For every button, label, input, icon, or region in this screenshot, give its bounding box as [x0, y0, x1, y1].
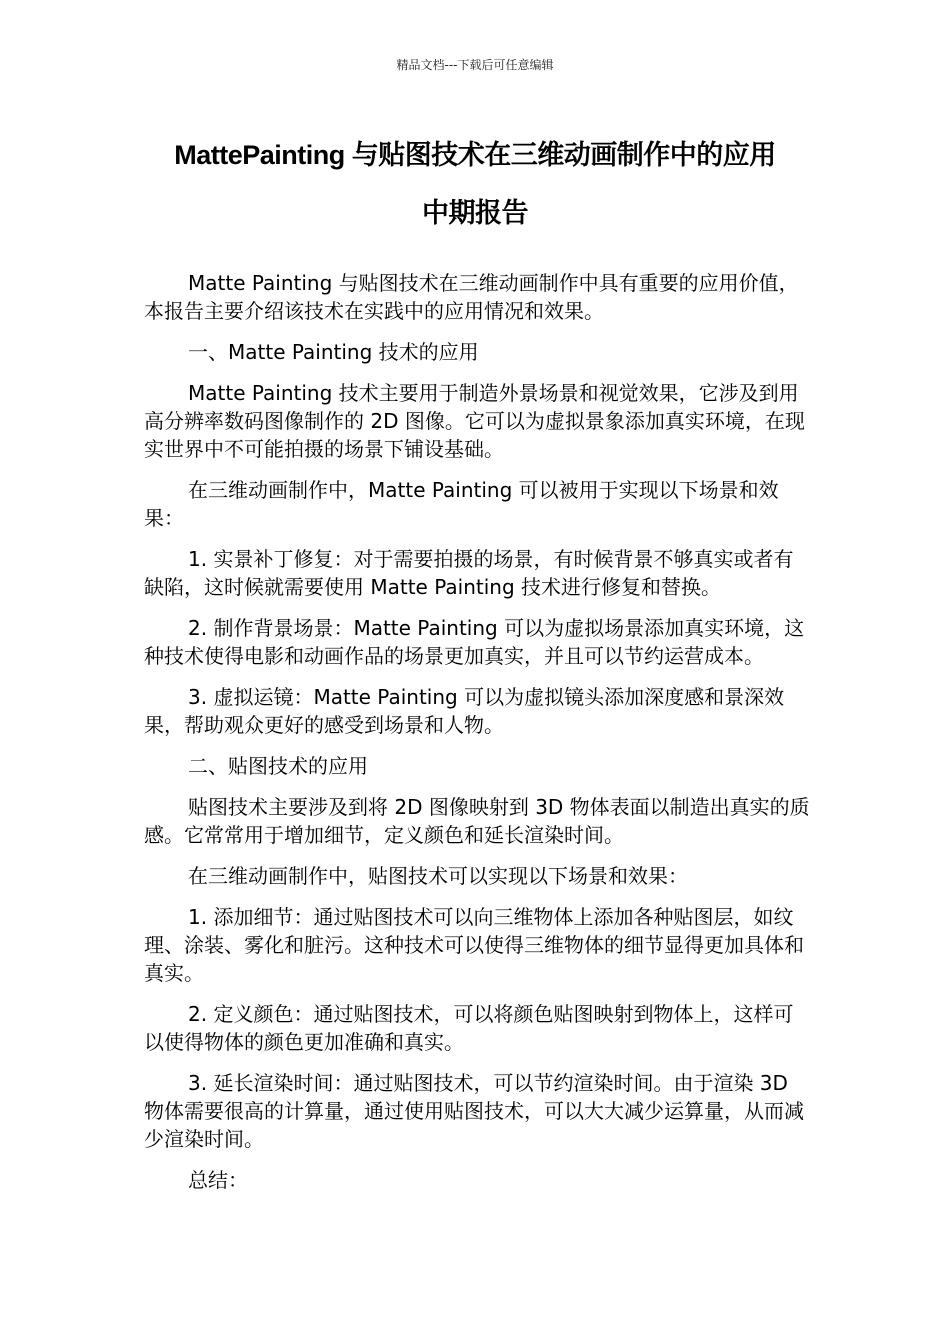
body-paragraph: 贴图技术主要涉及到将 2D 图像映射到 3D 物体表面以制造出真实的质感。它常常用于增加细节，定义颜色和延长渲染时间。: [144, 795, 810, 847]
body-paragraph: 在三维动画制作中，贴图技术可以实现以下场景和效果：: [188, 864, 688, 888]
list-item: 2. 定义颜色：通过贴图技术，可以将颜色贴图映射到物体上，这样可以使得物体的颜色更加准确和真实。: [144, 1002, 794, 1054]
section-heading-matte-painting: 一、Matte Painting 技术的应用: [188, 340, 479, 364]
list-item: 1. 添加细节：通过贴图技术可以向三维物体上添加各种贴图层，如纹理、涂装、雾化和脏污。这种技术可以使得三维物体的细节显得更加具体和真实。: [144, 905, 804, 985]
intro-paragraph: Matte Painting 与贴图技术在三维动画制作中具有重要的应用价值，本报告主要介绍该技术在实践中的应用情况和效果。: [144, 271, 799, 323]
body-paragraph: Matte Painting 技术主要用于制造外景场景和视觉效果，它涉及到用高分辨率数码图像制作的 2D 图像。它可以为虚拟景象添加真实环境，在现实世界中不可能拍摄的场景下铺设基础。: [144, 381, 805, 461]
body-paragraph: 在三维动画制作中，Matte Painting 可以被用于实现以下场景和效果：: [144, 478, 779, 530]
header-note: 精品文档---下载后可任意编辑: [396, 58, 554, 72]
list-item: 3. 延长渲染时间：通过贴图技术，可以节约渲染时间。由于渲染 3D 物体需要很高的计算量，通过使用贴图技术，可以大大减少运算量，从而减少渲染时间。: [144, 1071, 804, 1151]
document-title: MattePainting 与贴图技术在三维动画制作中的应用: [174, 140, 776, 170]
list-item: 3. 虚拟运镜：Matte Painting 可以为虚拟镜头添加深度感和景深效果，帮助观众更好的感受到场景和人物。: [144, 685, 785, 737]
list-item: 1. 实景补丁修复：对于需要拍摄的场景，有时候背景不够真实或者有缺陷，这时候就需要使用 Matte Painting 技术进行修复和替换。: [144, 547, 794, 599]
summary-heading: 总结：: [188, 1168, 248, 1192]
document-body: [144, 269, 810, 1207]
document-subtitle: 中期报告: [422, 198, 528, 228]
list-item: 2. 制作背景场景：Matte Painting 可以为虚拟场景添加真实环境，这种技术使得电影和动画作品的场景更加真实，并且可以节约运营成本。: [144, 616, 805, 668]
section-heading-texture-mapping: 二、贴图技术的应用: [188, 754, 368, 778]
